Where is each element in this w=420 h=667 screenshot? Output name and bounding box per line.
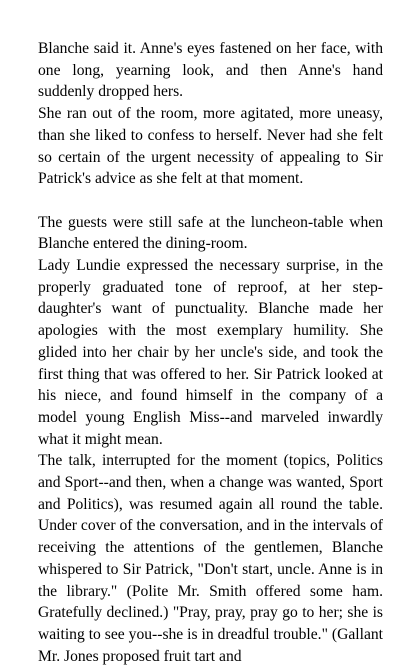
document-page (38, 38, 383, 667)
section-break (38, 190, 383, 212)
paragraph-the-talk: The talk, interrupted for the moment (topics, Politics and Sport--and then, when a change was wanted, Sport and Politics), was resumed again all round the table. Under cover of the conversation, and in the intervals of receiving the attentions of the gentlemen, Blanche whispered to Sir Patrick, "Don't start, uncle. Anne is in the library." (Polite Mr. Smith offered some ham. Gratefully declined.) "Pray, pray, pray go to her; she is waiting to see you--she is in dreadful trouble." (Gallant Mr. Jones proposed fruit tart and (38, 452, 383, 665)
paragraph-lady-lundie: Lady Lundie expressed the necessary surprise, in the properly graduated tone of reproof, at her step-daughter's want of punctuality. Blanche made her apologies with the most exemplary humility. She glided into her chair by her uncle's side, and took the first thing that was offered to her. Sir Patrick looked at his niece, and found himself in the company of a model young English Miss--and marveled inwardly what it might mean. (38, 257, 383, 448)
paragraph-she-ran-out: She ran out of the room, more agitated, more uneasy, than she liked to confess to herself. Never had she felt so certain of the urgent necessity of appealing to Sir Patrick's advice as she felt at that moment. (38, 105, 383, 188)
paragraph-guests-at-luncheon: The guests were still safe at the luncheon-table when Blanche entered the dining-room. (38, 213, 383, 253)
paragraph-blanche-said-it: Blanche said it. Anne's eyes fastened on her face, with one long, yearning look, and then Anne's hand suddenly dropped hers. (38, 40, 383, 101)
